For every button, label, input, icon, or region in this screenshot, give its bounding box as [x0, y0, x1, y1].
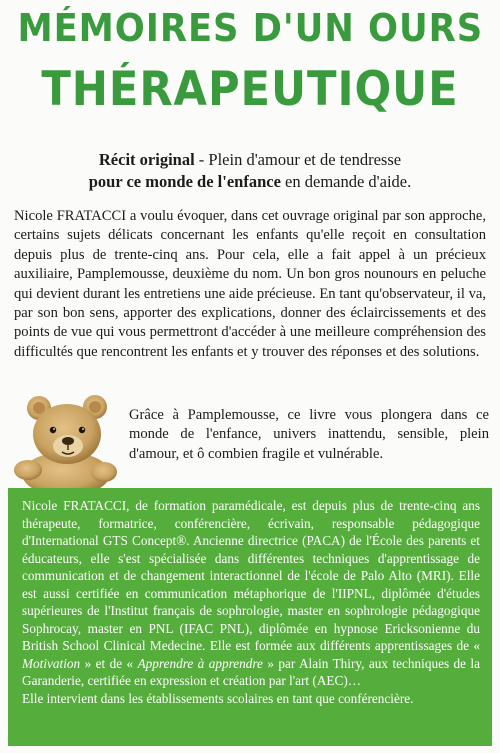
- bio-italic-apprendre: Apprendre à apprendre: [137, 655, 263, 671]
- tagline-bold-1: Récit original: [98, 150, 195, 169]
- bio-part-3: » par Alain Thiry, aux techniques de la Garanderie, certifiée en expression et création par l'art (AEC)…: [22, 655, 480, 688]
- author-bio: [22, 497, 480, 707]
- bio-part-1: Nicole FRATACCI, de formation paramédicale, est depuis plus de trente-cinq ans thérapeute, formatrice, conférencière, écrivain, responsable pédagogique d'International GTS Concept®. Ancienne directrice (PACA) de l'École des parents et éducateurs, elle s'est spécialisée dans différentes techniques d'apprentissage de communication et de changement interactionnel de l'école de Palo Alto (MRI). Elle est aussi certifiée en communication métaphorique de l'IIPNL, diplômée d'études supérieures de l'Institut français de sophrologie, master en sophrologie pédagogique Sophrocay, master en PNL (IFAC PNL), diplômée en hypnose Ericksonienne du British School Clinical Medecine. Elle est formée aux différents apprentissages de «: [22, 498, 480, 653]
- tagline-bold-2: pour ce monde de l'enfance: [88, 172, 281, 191]
- bio-part-2: » et de «: [80, 655, 138, 671]
- title-line-2: THÉRAPEUTIQUE: [41, 62, 459, 117]
- tagline-text-1: - Plein d'amour et de tendresse: [194, 150, 402, 169]
- tagline: [0, 149, 500, 193]
- teddy-bear-image: [8, 392, 120, 492]
- title-line-1: MÉMOIRES D'UN OURS: [17, 6, 484, 50]
- bio-italic-motivation: Motivation: [22, 655, 81, 671]
- bio-closing: Elle intervient dans les établissements scolaires en tant que conférencière.: [22, 690, 414, 706]
- intro-paragraph: Nicole FRATACCI a voulu évoquer, dans cet ouvrage original par son approche, certains sujets délicats concernant les enfants qu'elle reçoit en consultation depuis plus de trente-cinq ans. Pour cela, elle a fait appel à un précieux auxiliaire, Pamplemousse, deuxième du nom. Un bon gros nounours en peluche qui devient durant les entretiens une aide précieuse. En tant qu'observateur, il va, par son bon sens, apporter des explications, donner des éclaircissements et des points de vue qui vous permettront d'accéder à une meilleure compréhension des difficultés que rencontrent les enfants et y trouver des réponses et des solutions.: [14, 208, 486, 360]
- pamplemousse-paragraph: Grâce à Pamplemousse, ce livre vous plongera dans ce monde de l'enfance, univers inattendu, sensible, plein d'amour, et ô combien fragile et vulnérable.: [129, 407, 489, 462]
- tagline-text-2: en demande d'aide.: [280, 172, 412, 191]
